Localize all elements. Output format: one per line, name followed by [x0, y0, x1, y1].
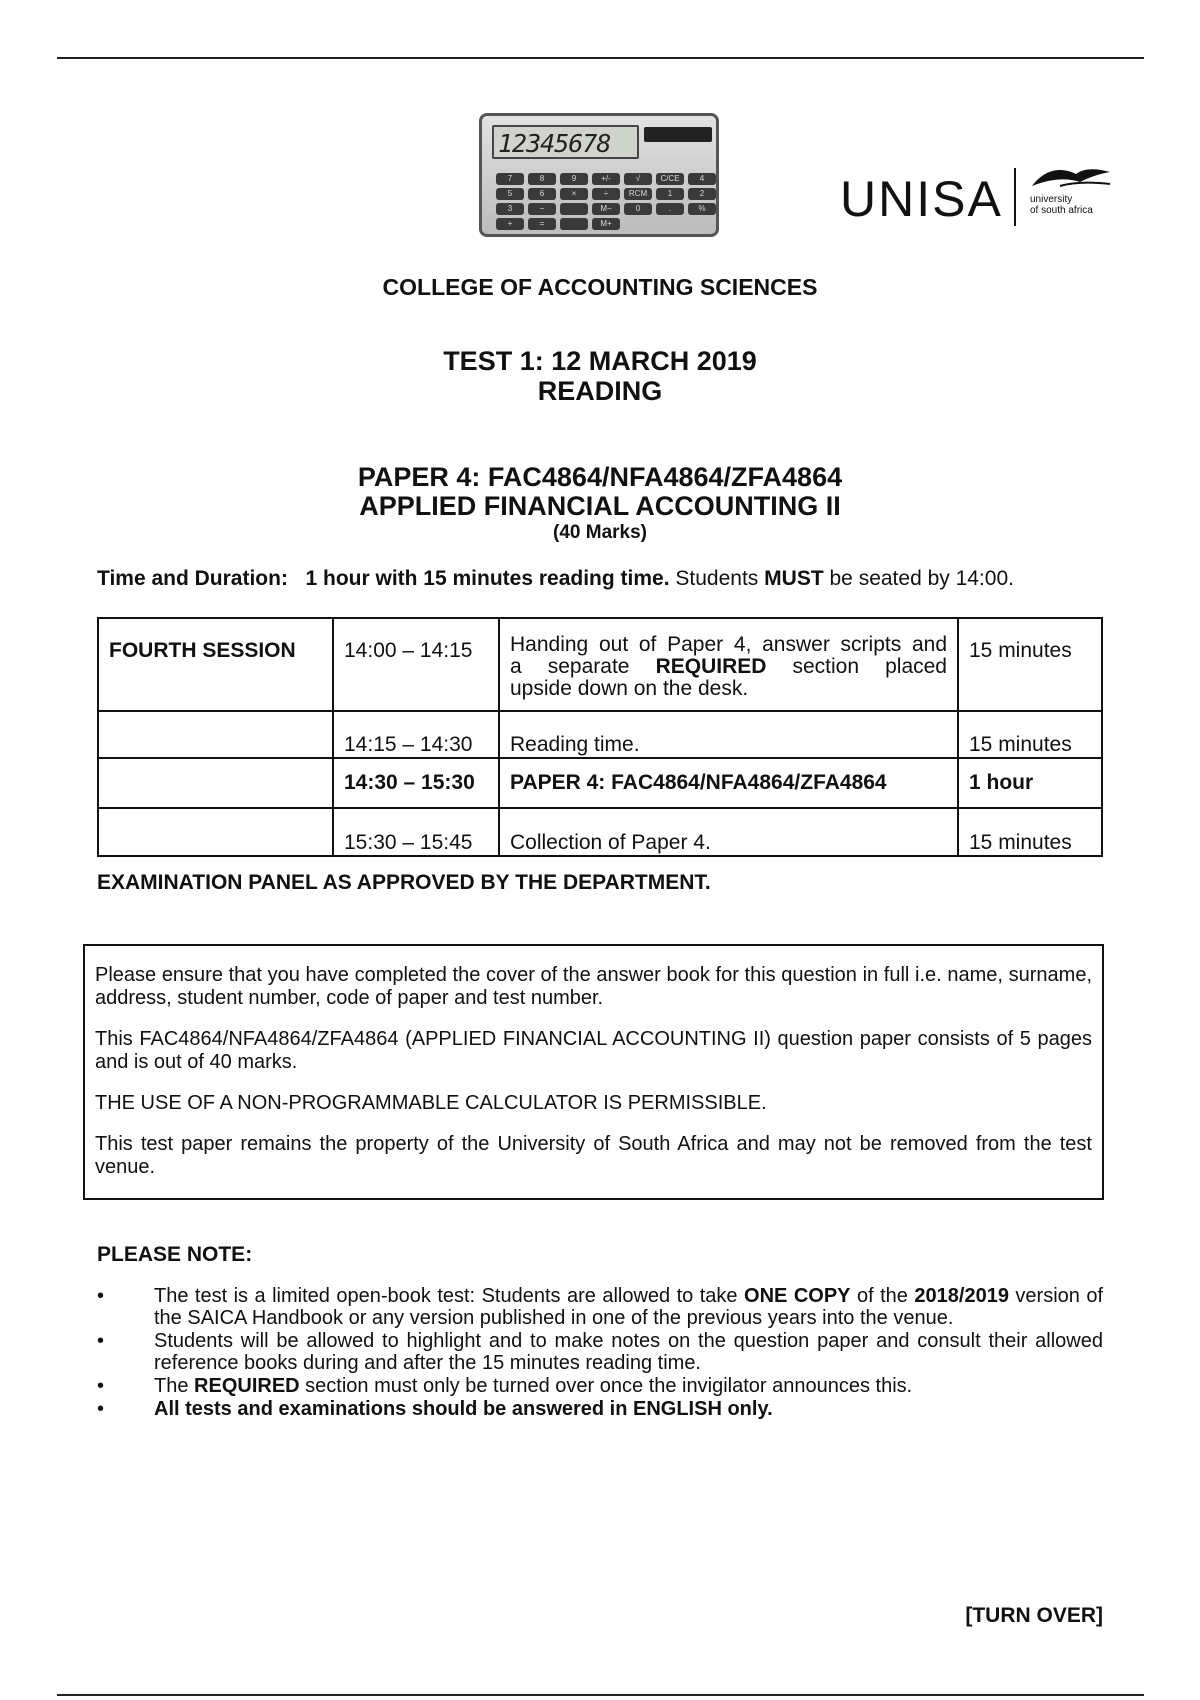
- list-item: • The REQUIRED section must only be turned over once the invigilator announces this.: [97, 1375, 913, 1397]
- bottom-rule: [57, 1694, 1144, 1696]
- calculator-key: M−: [592, 203, 620, 215]
- table-row: [98, 618, 1102, 711]
- row-time: 15:30 – 15:45: [333, 808, 499, 856]
- calculator-solar-panel: [644, 127, 712, 142]
- unisa-subtitle-line2: of south africa: [1030, 205, 1093, 216]
- unisa-wordmark: UNISA: [840, 171, 1003, 227]
- bullet-icon: •: [97, 1330, 105, 1352]
- row-time: 14:00 – 14:15: [333, 618, 499, 711]
- paper-title: [0, 463, 1200, 521]
- calculator-key: =: [528, 218, 556, 230]
- time-duration: 1 hour with 15 minutes reading time.: [305, 567, 670, 590]
- test-type: READING: [537, 376, 663, 406]
- top-rule: [57, 57, 1144, 59]
- instructions-box: [83, 944, 1104, 1200]
- calculator-key: 9: [560, 173, 588, 185]
- row-duration: 15 minutes: [958, 808, 1102, 856]
- calculator-key: .: [656, 203, 684, 215]
- please-note-heading: PLEASE NOTE:: [97, 1243, 253, 1266]
- bullet-icon: •: [97, 1375, 105, 1397]
- bullet-icon: •: [97, 1285, 105, 1307]
- college-name: COLLEGE OF ACCOUNTING SCIENCES: [382, 274, 818, 300]
- calculator-key: %: [688, 203, 716, 215]
- calculator-key: 5: [496, 188, 524, 200]
- row-description: PAPER 4: FAC4864/NFA4864/ZFA4864: [499, 758, 958, 808]
- instruction-cover: Please ensure that you have completed the cover of the answer book for this question in full i.e. name, surname, address, student number, code of paper and test number.: [95, 964, 1092, 1009]
- desc-line1: Handing out of Paper 4, answer scripts and: [510, 633, 947, 656]
- calculator-image: [479, 113, 719, 237]
- seated-post: be seated by 14:00.: [829, 567, 1014, 590]
- row-description: Collection of Paper 4.: [499, 808, 958, 856]
- session-schedule-table: [97, 617, 1103, 857]
- logo-divider: [1014, 168, 1016, 226]
- calculator-key: C/CE: [656, 173, 684, 185]
- calculator-key: M+: [592, 218, 620, 230]
- list-item: • All tests and examinations should be answered in ENGLISH only.: [97, 1398, 773, 1420]
- calculator-key: ×: [560, 188, 588, 200]
- calculator-key: ÷: [592, 188, 620, 200]
- time-label: Time and Duration:: [97, 567, 288, 590]
- paper-code: PAPER 4: FAC4864/NFA4864/ZFA4864: [357, 462, 843, 492]
- calculator-key: 8: [528, 173, 556, 185]
- seated-pre: Students: [675, 567, 759, 590]
- row-duration: 15 minutes: [958, 711, 1102, 758]
- test-title: [0, 346, 1200, 406]
- row-description: Reading time.: [499, 711, 958, 758]
- examination-panel: EXAMINATION PANEL AS APPROVED BY THE DEPARTMENT.: [97, 871, 711, 894]
- desc-line3: upside down on the desk.: [510, 677, 749, 700]
- row-duration: 1 hour: [958, 758, 1102, 808]
- paper-name: APPLIED FINANCIAL ACCOUNTING II: [359, 491, 841, 521]
- row-time: 14:15 – 14:30: [333, 711, 499, 758]
- turn-over-label: [TURN OVER]: [965, 1604, 1103, 1627]
- table-row: [98, 711, 1102, 758]
- calculator-keys: [496, 173, 716, 230]
- calculator-key: [560, 203, 588, 215]
- session-name: FOURTH SESSION: [98, 618, 333, 711]
- calculator-display: 12345678: [492, 125, 639, 159]
- paper-marks: (40 Marks): [553, 522, 647, 543]
- calculator-key: RCM: [624, 188, 652, 200]
- calculator-key: +/-: [592, 173, 620, 185]
- calculator-key: 7: [496, 173, 524, 185]
- time-and-duration: [97, 567, 1014, 591]
- unisa-bird-icon: [1030, 164, 1112, 194]
- row-description: [499, 618, 958, 711]
- list-item: • The test is a limited open-book test: Students are allowed to take ONE COPY of the 2018/2019 version of the SAICA Handbook or any version published in one of the previous years into the venue.: [97, 1285, 1104, 1329]
- instruction-pages: This FAC4864/NFA4864/ZFA4864 (APPLIED FINANCIAL ACCOUNTING II) question paper consists of 5 pages and is out of 40 marks.: [95, 1028, 1092, 1073]
- calculator-key: 0: [624, 203, 652, 215]
- notes-list: [97, 1285, 1103, 1421]
- table-row: [98, 808, 1102, 856]
- calculator-key: √: [624, 173, 652, 185]
- unisa-subtitle: [1030, 194, 1120, 216]
- desc-line2: a separate REQUIRED section placed: [510, 655, 947, 678]
- test-date: TEST 1: 12 MARCH 2019: [443, 346, 757, 376]
- bullet-icon: •: [97, 1398, 105, 1420]
- calculator-key: 2: [688, 188, 716, 200]
- row-duration: 15 minutes: [958, 618, 1102, 711]
- calculator-key: 4: [688, 173, 716, 185]
- list-item: • Students will be allowed to highlight and to make notes on the question paper and consult their allowed reference books during and after the 15 minutes reading time.: [97, 1330, 1103, 1374]
- instruction-property: This test paper remains the property of the University of South Africa and may not be removed from the test venue.: [95, 1133, 1092, 1178]
- row-time: 14:30 – 15:30: [333, 758, 499, 808]
- seated-must: MUST: [764, 567, 824, 590]
- unisa-subtitle-line1: university: [1030, 194, 1073, 205]
- calculator-key: [560, 218, 588, 230]
- calculator-key: 1: [656, 188, 684, 200]
- calculator-key: −: [528, 203, 556, 215]
- calculator-key: +: [496, 218, 524, 230]
- instruction-calculator: THE USE OF A NON-PROGRAMMABLE CALCULATOR IS PERMISSIBLE.: [95, 1092, 767, 1114]
- table-row: [98, 758, 1102, 808]
- calculator-key: 6: [528, 188, 556, 200]
- calculator-key: 3: [496, 203, 524, 215]
